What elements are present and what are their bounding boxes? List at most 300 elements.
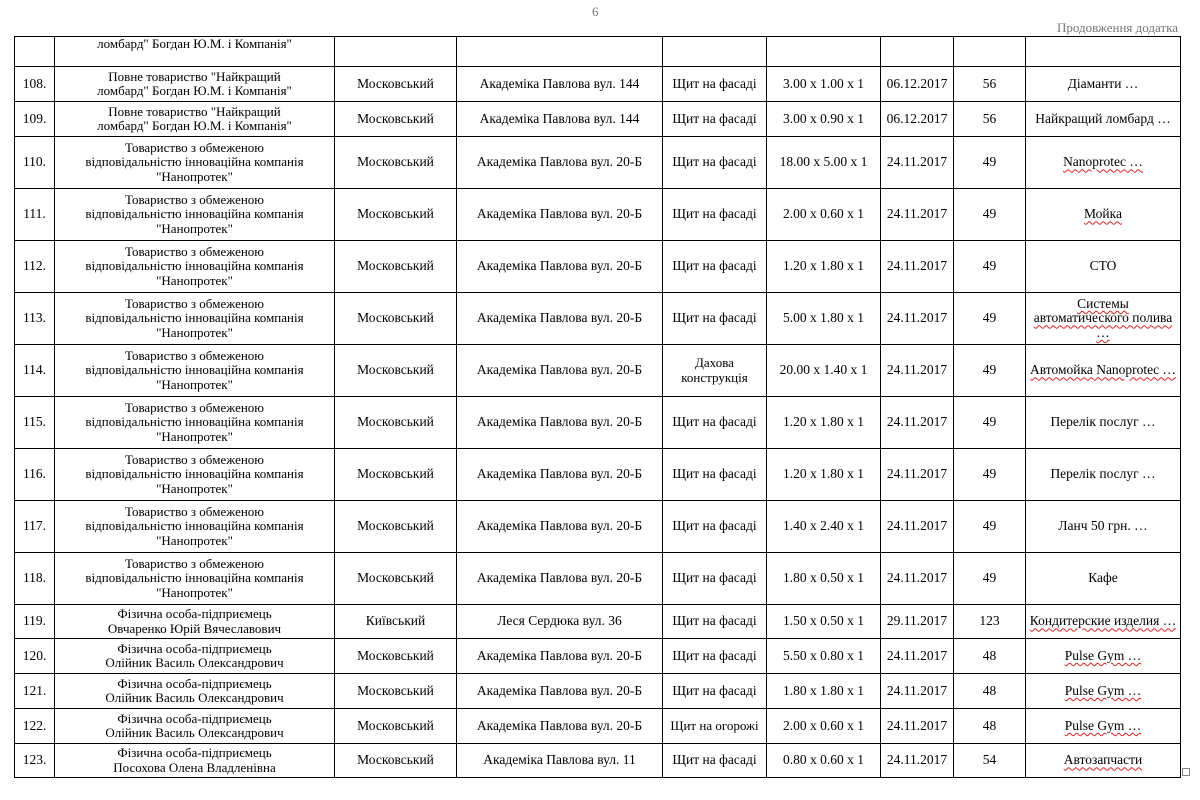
owner-line: Товариство з обмеженою	[124, 503, 265, 519]
address: Академіка Павлова вул. 20-Б	[476, 362, 643, 378]
owner-line: Товариство з обмеженою	[124, 347, 265, 363]
code-cell	[954, 397, 1026, 449]
structure-type: Щит на фасаді	[672, 466, 757, 482]
structure-type: Щит на фасаді	[672, 647, 757, 663]
permit-date: 24.11.2017	[886, 647, 948, 663]
structure-type: Щит на фасаді	[672, 258, 757, 274]
table-row	[15, 67, 1181, 102]
permit-code: 123	[979, 613, 1000, 629]
district: Московський	[357, 310, 434, 326]
owner-line: "Нанопротек"	[156, 220, 233, 236]
owner-cell	[55, 744, 335, 778]
table-row	[15, 639, 1181, 674]
type-cell	[663, 37, 767, 67]
type-cell	[663, 674, 767, 709]
owner-line: Товариство з обмеженою	[124, 399, 265, 415]
row-number: 118.	[22, 570, 47, 586]
address: Академіка Павлова вул. 20-Б	[476, 518, 643, 534]
size-cell	[767, 449, 881, 501]
date-cell	[881, 501, 954, 553]
table-row	[15, 293, 1181, 345]
ad-text: СТО	[1089, 258, 1117, 274]
owner-line: відповідальністю інноваційна компанія	[85, 414, 304, 430]
table-row	[15, 189, 1181, 241]
ad-text-cell	[1026, 241, 1181, 293]
address-cell	[457, 397, 663, 449]
district-cell	[335, 744, 457, 778]
permit-code: 49	[982, 414, 997, 430]
size-cell	[767, 345, 881, 397]
structure-type: Щит на фасаді	[672, 75, 757, 91]
structure-type: Щит на фасаді	[672, 682, 757, 698]
structure-type: Щит на фасаді	[672, 570, 757, 586]
ad-text-cell	[1026, 345, 1181, 397]
owner-line: відповідальністю інноваційна компанія	[85, 362, 304, 378]
code-cell	[954, 102, 1026, 137]
row-number-cell	[15, 449, 55, 501]
date-cell	[881, 449, 954, 501]
type-cell	[663, 397, 767, 449]
permit-date: 24.11.2017	[886, 414, 948, 430]
type-cell	[663, 639, 767, 674]
structure-type: Щит на фасаді	[672, 154, 757, 170]
district: Московський	[357, 682, 434, 698]
address-cell	[457, 137, 663, 189]
permit-code: 56	[982, 75, 997, 91]
owner-line: Повне товариство "Найкращий	[108, 103, 281, 119]
owner-cell	[55, 102, 335, 137]
owner-cell: ломбард" Богдан Ю.М. і Компанія"	[55, 37, 335, 67]
continuation-note: Продовження додатка	[1057, 20, 1178, 35]
code-cell	[954, 449, 1026, 501]
ad-text: Pulse Gym …	[1064, 682, 1142, 698]
address: Академіка Павлова вул. 20-Б	[476, 717, 643, 733]
address-cell	[457, 102, 663, 137]
owner-line: відповідальністю інноваційна компанія	[85, 258, 304, 274]
owner-line: Фізична особа-підприємець	[117, 710, 272, 726]
district: Московський	[357, 154, 434, 170]
owner-line: Олійник Василь Олександрович	[105, 655, 284, 670]
district-cell	[335, 639, 457, 674]
ad-text: Перелік послуг …	[1050, 414, 1156, 430]
size-cell	[767, 674, 881, 709]
district: Московський	[357, 75, 434, 91]
code-cell	[954, 137, 1026, 189]
address-cell	[457, 553, 663, 605]
size-cell	[767, 241, 881, 293]
owner-line: відповідальністю інноваційна компанія	[85, 154, 304, 170]
table-row	[15, 605, 1181, 639]
row-number-cell	[15, 189, 55, 241]
size-cell	[767, 709, 881, 744]
row-number: 123.	[22, 752, 47, 768]
permit-date: 24.11.2017	[886, 362, 948, 378]
ad-text-cell	[1026, 67, 1181, 102]
structure-size: 1.20 x 1.80 x 1	[783, 258, 864, 274]
owner-line: Товариство з обмеженою	[124, 555, 265, 571]
district-cell	[335, 553, 457, 605]
address-cell	[457, 449, 663, 501]
permit-code: 49	[982, 570, 997, 586]
owner-line: відповідальністю інноваційна компанія	[85, 466, 304, 482]
permit-code: 49	[982, 206, 997, 222]
district-cell	[335, 189, 457, 241]
owner-cell	[55, 345, 335, 397]
address: Академіка Павлова вул. 20-Б	[476, 682, 643, 698]
size-cell	[767, 102, 881, 137]
owner-line: "Нанопротек"	[156, 532, 233, 548]
type-cell	[663, 189, 767, 241]
table-row	[15, 674, 1181, 709]
owner-cell	[55, 501, 335, 553]
address-cell	[457, 189, 663, 241]
structure-size: 1.20 x 1.80 x 1	[783, 466, 864, 482]
owner-line: відповідальністю інноваційна компанія	[85, 310, 304, 326]
row-number-cell	[15, 744, 55, 778]
size-cell	[767, 605, 881, 639]
district-cell	[335, 397, 457, 449]
row-number: 114.	[22, 362, 47, 378]
row-number-cell	[15, 345, 55, 397]
row-number: 111.	[23, 206, 46, 222]
structure-size: 1.50 x 0.50 x 1	[783, 613, 864, 629]
address: Академіка Павлова вул. 20-Б	[476, 154, 643, 170]
type-cell	[663, 449, 767, 501]
structure-size: 5.00 x 1.80 x 1	[783, 310, 864, 326]
table-row	[15, 449, 1181, 501]
type-cell	[663, 293, 767, 345]
size-cell	[767, 397, 881, 449]
ad-text-cell	[1026, 449, 1181, 501]
type-cell	[663, 553, 767, 605]
owner-cell	[55, 67, 335, 102]
district-cell	[335, 67, 457, 102]
owner-line: "Нанопротек"	[156, 168, 233, 184]
owner-line: ломбард" Богдан Ю.М. і Компанія"	[97, 118, 292, 133]
code-cell	[954, 241, 1026, 293]
size-cell	[767, 639, 881, 674]
permit-date: 24.11.2017	[886, 518, 948, 534]
structure-type: Щит на фасаді	[672, 110, 757, 126]
permit-date: 24.11.2017	[886, 752, 948, 768]
structure-size: 0.80 x 0.60 x 1	[783, 752, 864, 768]
district: Московський	[357, 647, 434, 663]
type-cell	[663, 345, 767, 397]
ad-text-cell	[1026, 137, 1181, 189]
code-cell	[954, 744, 1026, 778]
ad-text: Pulse Gym …	[1064, 717, 1142, 733]
structure-type: Щит на фасаді	[672, 414, 757, 430]
code-cell	[954, 639, 1026, 674]
ad-text-cell	[1026, 102, 1181, 137]
ad-text-cell	[1026, 37, 1181, 67]
address-cell	[457, 744, 663, 778]
permit-date: 24.11.2017	[886, 466, 948, 482]
district-cell	[335, 605, 457, 639]
ad-text: Автомойка Nanoprotec …	[1029, 362, 1177, 378]
owner-line: Товариство з обмеженою	[124, 139, 265, 155]
owner-line: Олійник Василь Олександрович	[105, 725, 284, 740]
code-cell	[954, 189, 1026, 241]
owner-line: Повне товариство "Найкращий	[108, 68, 281, 84]
code-cell	[954, 553, 1026, 605]
permit-date: 24.11.2017	[886, 154, 948, 170]
address-cell	[457, 293, 663, 345]
address: Академіка Павлова вул. 144	[479, 75, 640, 91]
row-number: 110.	[22, 154, 47, 170]
permit-code: 48	[982, 647, 997, 663]
structure-type: Щит на фасаді	[672, 752, 757, 768]
owner-line: "Нанопротек"	[156, 376, 233, 392]
district-cell	[335, 674, 457, 709]
district: Київський	[365, 613, 426, 629]
district: Московський	[357, 570, 434, 586]
structure-size: 1.20 x 1.80 x 1	[783, 414, 864, 430]
address: Академіка Павлова вул. 20-Б	[476, 206, 643, 222]
owner-line: Товариство з обмеженою	[124, 451, 265, 467]
date-cell	[881, 137, 954, 189]
table-resize-handle[interactable]	[1182, 768, 1190, 776]
row-number-cell	[15, 137, 55, 189]
date-cell	[881, 397, 954, 449]
permit-code: 48	[982, 717, 997, 733]
ad-text: Мойка	[1084, 206, 1122, 222]
date-cell	[881, 67, 954, 102]
type-cell	[663, 137, 767, 189]
row-number-cell	[15, 241, 55, 293]
district: Московський	[357, 258, 434, 274]
owner-line: Олійник Василь Олександрович	[105, 690, 284, 705]
structure-type: Щит на фасаді	[672, 613, 757, 629]
date-cell	[881, 189, 954, 241]
table-row	[15, 397, 1181, 449]
permit-code: 49	[982, 310, 997, 326]
owner-cell	[55, 605, 335, 639]
date-cell	[881, 37, 954, 67]
row-number: 119.	[22, 613, 47, 629]
address: Академіка Павлова вул. 20-Б	[476, 570, 643, 586]
structure-size: 18.00 x 5.00 x 1	[779, 154, 868, 170]
ad-text: Кафе	[1088, 570, 1118, 586]
row-number-cell	[15, 397, 55, 449]
structure-size: 2.00 x 0.60 x 1	[783, 717, 864, 733]
owner-line: Товариство з обмеженою	[124, 295, 265, 311]
ad-text-cell	[1026, 744, 1181, 778]
table-row	[15, 345, 1181, 397]
district-cell	[335, 241, 457, 293]
type-cell	[663, 501, 767, 553]
district-cell	[335, 37, 457, 67]
owner-cell	[55, 709, 335, 744]
row-number: 117.	[22, 518, 47, 534]
table-row	[15, 102, 1181, 137]
permits-table	[14, 36, 1181, 778]
address-cell	[457, 501, 663, 553]
date-cell	[881, 605, 954, 639]
permit-date: 24.11.2017	[886, 717, 948, 733]
size-cell	[767, 67, 881, 102]
size-cell	[767, 189, 881, 241]
owner-cell	[55, 189, 335, 241]
ad-text: Кондитерские изделия …	[1029, 613, 1177, 629]
owner-cell	[55, 241, 335, 293]
owner-cell	[55, 553, 335, 605]
district: Московський	[357, 752, 434, 768]
permit-code: 56	[982, 110, 997, 126]
type-cell	[663, 709, 767, 744]
ad-text: Автозапчасти	[1063, 752, 1143, 768]
table-row	[15, 137, 1181, 189]
row-number: 112.	[22, 258, 47, 274]
code-cell	[954, 37, 1026, 67]
row-number: 113.	[22, 310, 47, 326]
permit-date: 24.11.2017	[886, 310, 948, 326]
owner-line: Овчаренко Юрій Вячеславович	[107, 620, 282, 636]
row-number: 116.	[22, 466, 47, 482]
ad-text: Перелік послуг …	[1050, 466, 1156, 482]
structure-type: Дахова конструкція	[681, 355, 748, 385]
owner-cell	[55, 639, 335, 674]
address-cell	[457, 709, 663, 744]
structure-size: 1.40 x 2.40 x 1	[783, 518, 864, 534]
owner-line: "Нанопротек"	[156, 272, 233, 288]
row-number-cell	[15, 102, 55, 137]
permit-code: 49	[982, 154, 997, 170]
ad-text: Діаманти …	[1067, 75, 1139, 91]
ad-text: Pulse Gym …	[1064, 647, 1142, 663]
date-cell	[881, 709, 954, 744]
type-cell	[663, 241, 767, 293]
permit-date: 24.11.2017	[886, 570, 948, 586]
address: Академіка Павлова вул. 20-Б	[476, 647, 643, 663]
date-cell	[881, 639, 954, 674]
permit-code: 54	[982, 752, 997, 768]
permit-date: 24.11.2017	[886, 682, 948, 698]
district: Московський	[357, 110, 434, 126]
owner-line: "Нанопротек"	[156, 584, 233, 600]
owner-cell	[55, 674, 335, 709]
size-cell	[767, 37, 881, 67]
owner-line: Фізична особа-підприємець	[117, 745, 272, 760]
district-cell	[335, 293, 457, 345]
page-number: 6	[592, 4, 599, 19]
date-cell	[881, 293, 954, 345]
size-cell	[767, 137, 881, 189]
ad-text-cell	[1026, 189, 1181, 241]
row-number-cell	[15, 501, 55, 553]
date-cell	[881, 241, 954, 293]
type-cell	[663, 102, 767, 137]
row-number-cell	[15, 37, 55, 67]
district: Московський	[357, 518, 434, 534]
ad-text-cell	[1026, 397, 1181, 449]
address: Академіка Павлова вул. 11	[483, 752, 636, 768]
ad-text: Ланч 50 грн. …	[1058, 518, 1148, 534]
code-cell	[954, 709, 1026, 744]
code-cell	[954, 345, 1026, 397]
row-number: 120.	[22, 647, 47, 663]
ad-text-cell	[1026, 605, 1181, 639]
table-row	[15, 553, 1181, 605]
owner-line: Товариство з обмеженою	[124, 243, 265, 259]
table-row	[15, 37, 1181, 67]
permit-date: 06.12.2017	[886, 110, 948, 126]
address-cell	[457, 674, 663, 709]
size-cell	[767, 744, 881, 778]
row-number-cell	[15, 293, 55, 345]
ad-text-cell	[1026, 553, 1181, 605]
code-cell	[954, 501, 1026, 553]
date-cell	[881, 345, 954, 397]
owner-line: "Нанопротек"	[156, 324, 233, 340]
code-cell	[954, 674, 1026, 709]
size-cell	[767, 501, 881, 553]
ad-text-cell	[1026, 639, 1181, 674]
permit-date: 29.11.2017	[886, 613, 948, 629]
code-cell	[954, 605, 1026, 639]
address: Академіка Павлова вул. 20-Б	[476, 310, 643, 326]
owner-line: відповідальністю інноваційна компанія	[85, 518, 304, 534]
date-cell	[881, 674, 954, 709]
row-number: 122.	[22, 717, 47, 733]
address-cell	[457, 639, 663, 674]
table-row	[15, 241, 1181, 293]
address-cell	[457, 345, 663, 397]
district-cell	[335, 709, 457, 744]
ad-text: Системы автоматического полива …	[1033, 295, 1173, 340]
permit-code: 49	[982, 518, 997, 534]
owner-cell	[55, 137, 335, 189]
code-cell	[954, 67, 1026, 102]
row-number-cell	[15, 674, 55, 709]
address: Академіка Павлова вул. 20-Б	[476, 414, 643, 430]
table-row	[15, 709, 1181, 744]
structure-type: Щит на фасаді	[672, 518, 757, 534]
ad-text-cell	[1026, 674, 1181, 709]
owner-cell	[55, 397, 335, 449]
address: Академіка Павлова вул. 20-Б	[476, 258, 643, 274]
type-cell	[663, 67, 767, 102]
address-cell	[457, 67, 663, 102]
address: Академіка Павлова вул. 144	[479, 110, 640, 126]
owner-line: ломбард" Богдан Ю.М. і Компанія"	[97, 83, 292, 98]
district: Московський	[357, 414, 434, 430]
ad-text-cell	[1026, 709, 1181, 744]
owner-line: Фізична особа-підприємець	[117, 640, 272, 656]
district-cell	[335, 137, 457, 189]
permit-date: 06.12.2017	[886, 75, 948, 91]
permit-date: 24.11.2017	[886, 258, 948, 274]
row-number-cell	[15, 639, 55, 674]
structure-size: 20.00 x 1.40 x 1	[779, 362, 868, 378]
owner-cell	[55, 449, 335, 501]
size-cell	[767, 553, 881, 605]
row-number: 121.	[22, 682, 47, 698]
owner-line: Посохова Олена Владленівна	[113, 759, 276, 775]
structure-size: 3.00 x 1.00 x 1	[783, 75, 864, 91]
district-cell	[335, 345, 457, 397]
owner-line: "Нанопротек"	[156, 480, 233, 496]
district: Московський	[357, 717, 434, 733]
address-cell	[457, 605, 663, 639]
code-cell	[954, 293, 1026, 345]
permit-code: 49	[982, 258, 997, 274]
district-cell	[335, 102, 457, 137]
date-cell	[881, 102, 954, 137]
row-number-cell	[15, 67, 55, 102]
row-number-cell	[15, 709, 55, 744]
owner-cell	[55, 293, 335, 345]
